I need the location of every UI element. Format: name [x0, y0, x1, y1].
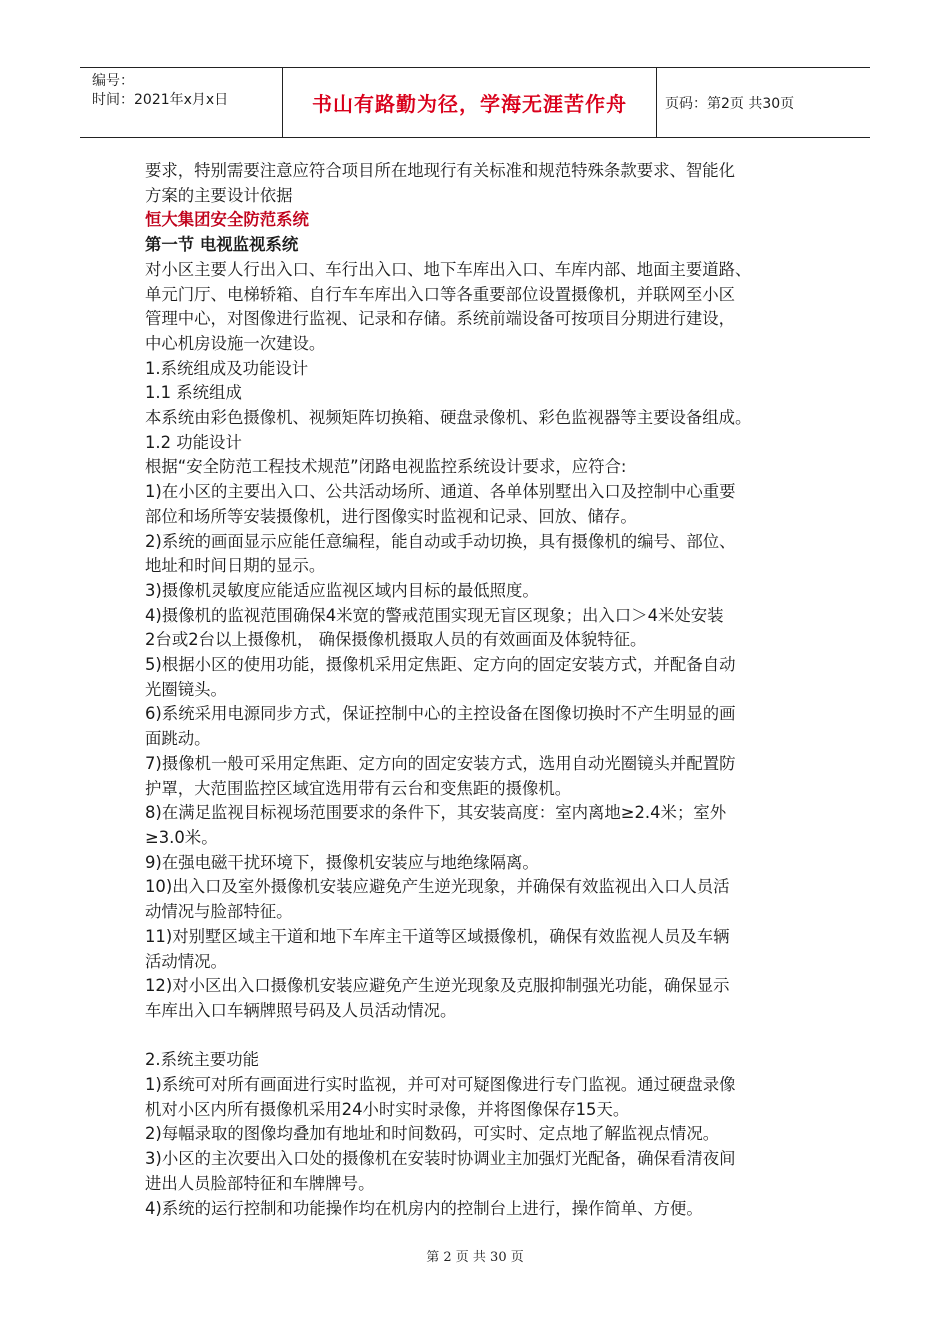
- header-meta-cell: [80, 68, 283, 137]
- list-line: 2)每幅录取的图像均叠加有地址和时间数码，可实时、定点地了解监视点情况。: [145, 1124, 720, 1144]
- list-line: 9)在强电磁干扰环境下，摄像机安装应与地绝缘隔离。: [145, 852, 539, 872]
- list-line: 1)系统可对所有画面进行实时监视，并可对可疑图像进行专门监视。通过硬盘录像: [145, 1075, 736, 1094]
- list-line: 活动情况。: [145, 951, 227, 971]
- header-motto: 书山有路勤为径，学海无涯苦作舟: [312, 92, 627, 116]
- list-line: 12)对小区出入口摄像机安装应避免产生逆光现象及克服抑制强光功能，确保显示: [145, 976, 730, 996]
- subheading: 1.2 功能设计: [145, 432, 242, 452]
- body-line: 对小区主要人行出入口、车行出入口、地下车库出入口、车库内部、地面主要道路、: [145, 259, 752, 279]
- body-line: 本系统由彩色摄像机、视频矩阵切换箱、硬盘录像机、彩色监视器等主要设备组成。: [145, 408, 752, 428]
- list-line: 7)摄像机一般可采用定焦距、定方向的固定安装方式，选用自动光圈镜头并配置防: [145, 753, 736, 773]
- list-line: ≥3.0米。: [145, 827, 218, 847]
- document-time-label: 时间：2021年x月x日: [92, 92, 229, 108]
- section-title: 恒大集团安全防范系统: [145, 210, 309, 230]
- list-line: 面跳动。: [145, 729, 211, 749]
- footer-page-number: 第 2 页 共 30 页: [426, 1250, 524, 1265]
- body-line: 单元门厅、电梯轿箱、自行车车库出入口等各重要部位设置摄像机，并联网至小区: [145, 284, 736, 304]
- list-line: 10)出入口及室外摄像机安装应避免产生逆光现象，并确保有效监视出入口人员活: [145, 877, 730, 897]
- list-line: 车库出入口车辆牌照号码及人员活动情况。: [145, 1000, 457, 1020]
- list-line: 2台或2台以上摄像机， 确保摄像机摄取人员的有效画面及体貌特征。: [145, 630, 647, 650]
- list-line: 3)小区的主次要出入口处的摄像机在安装时协调业主加强灯光配备，确保看清夜间: [145, 1149, 736, 1169]
- header-motto-cell: [283, 68, 657, 137]
- list-line: 机对小区内所有摄像机采用24小时实时录像，并将图像保存15天。: [145, 1099, 630, 1119]
- list-line: 4)系统的运行控制和功能操作均在机房内的控制台上进行，操作简单、方便。: [145, 1198, 703, 1218]
- list-line: 6)系统采用电源同步方式，保证控制中心的主控设备在图像切换时不产生明显的画: [145, 704, 736, 724]
- subheading: 1.系统组成及功能设计: [145, 358, 309, 378]
- chapter-heading: 第一节 电视监视系统: [145, 235, 299, 255]
- header-table: [80, 67, 870, 138]
- header-page-cell: [657, 68, 870, 137]
- list-line: 2)系统的画面显示应能任意编程，能自动或手动切换，具有摄像机的编号、部位、: [145, 531, 736, 551]
- page-footer: [0, 1246, 950, 1265]
- subheading: 1.1 系统组成: [145, 383, 242, 403]
- body-line: 要求，特别需要注意应符合项目所在地现行有关标准和规范特殊条款要求、智能化: [145, 161, 736, 180]
- list-line: 护罩，大范围监控区域宜选用带有云台和变焦距的摄像机。: [145, 778, 572, 798]
- header-page-number: 页码：第2页 共30页: [665, 95, 795, 112]
- blank-line: [145, 1024, 825, 1049]
- list-line: 11)对别墅区域主干道和地下车库主干道等区域摄像机，确保有效监视人员及车辆: [145, 926, 730, 946]
- list-line: 8)在满足监视目标视场范围要求的条件下，其安装高度：室内离地≥2.4米；室外: [145, 803, 727, 823]
- list-line: 4)摄像机的监视范围确保4米宽的警戒范围实现无盲区现象；出入口＞4米处安装: [145, 605, 724, 625]
- list-line: 部位和场所等安装摄像机，进行图像实时监视和记录、回放、储存。: [145, 506, 637, 526]
- body-line: 管理中心，对图像进行监视、记录和存储。系统前端设备可按项目分期进行建设，: [145, 309, 736, 329]
- list-line: 光圈镜头。: [145, 679, 227, 699]
- list-line: 进出人员脸部特征和车牌牌号。: [145, 1173, 375, 1193]
- list-line: 动情况与脸部特征。: [145, 902, 293, 922]
- list-line: 5)根据小区的使用功能，摄像机采用定焦距、定方向的固定安装方式，并配备自动: [145, 655, 736, 675]
- list-line: 3)摄像机灵敏度应能适应监视区域内目标的最低照度。: [145, 580, 539, 600]
- body-line: 方案的主要设计依据: [145, 185, 293, 205]
- list-line: 1)在小区的主要出入口、公共活动场所、通道、各单体别墅出入口及控制中心重要: [145, 482, 736, 502]
- subheading: 2.系统主要功能: [145, 1050, 259, 1070]
- list-line: 地址和时间日期的显示。: [145, 556, 326, 576]
- body-line: 中心机房设施一次建设。: [145, 333, 326, 353]
- document-body: [145, 159, 825, 1221]
- document-number-label: 编号：: [92, 73, 134, 89]
- body-line: 根据“安全防范工程技术规范”闭路电视监控系统设计要求，应符合:: [145, 457, 627, 477]
